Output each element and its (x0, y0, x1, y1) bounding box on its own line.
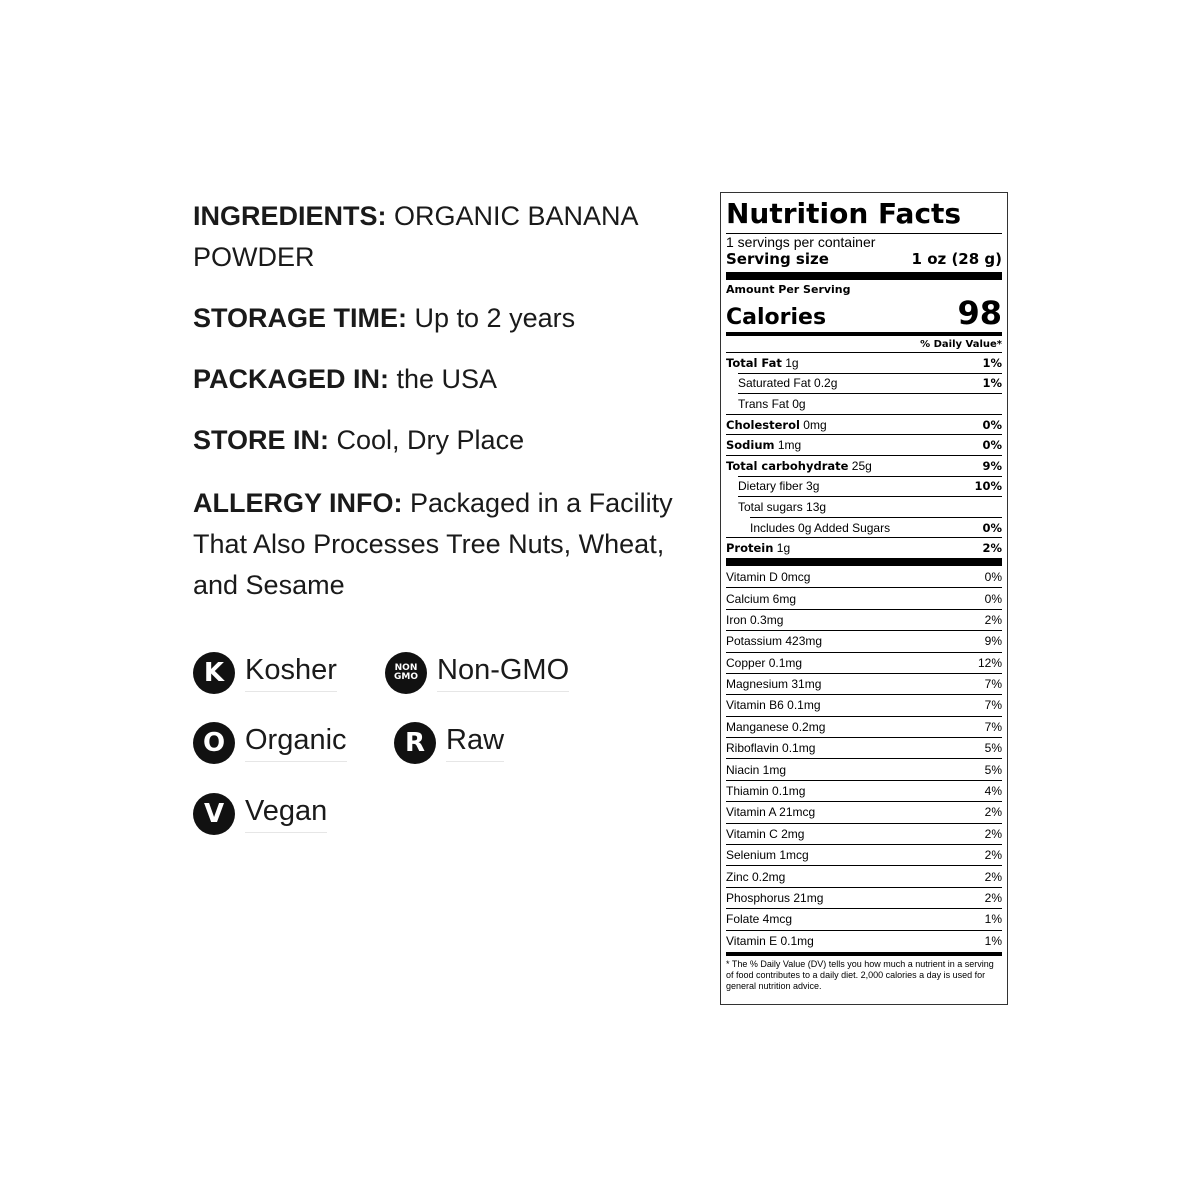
vitamin-percent: 12% (977, 655, 1002, 670)
store-in-value: Cool, Dry Place (329, 425, 525, 455)
nutrient-percent: 1% (982, 376, 1002, 391)
packaged-line (193, 359, 497, 400)
vitamin-row (726, 694, 1002, 715)
nutrient-row (738, 393, 1002, 414)
nutrient-name: Total sugars 13g (738, 499, 827, 514)
vitamin-name: Vitamin B6 0.1mg (726, 698, 821, 713)
vitamin-row (726, 758, 1002, 779)
vitamin-name: Magnesium 31mg (726, 677, 822, 692)
nutrient-name: Trans Fat 0g (738, 396, 806, 411)
vitamin-percent: 7% (984, 698, 1002, 713)
vitamin-name: Thiamin 0.1mg (726, 784, 806, 799)
vitamin-name: Iron 0.3mg (726, 612, 784, 627)
nutrient-name (726, 459, 872, 473)
nutrient-name (726, 541, 790, 555)
nutrient-row (738, 496, 1002, 517)
servings-per-container: 1 servings per container (726, 234, 876, 250)
vitamin-percent: 2% (984, 869, 1002, 884)
thick-divider (726, 558, 1002, 566)
vitamin-percent: 7% (984, 719, 1002, 734)
nutrient-amount: 0mg (799, 417, 827, 432)
serving-size (726, 250, 1002, 269)
vitamin-name: Vitamin A 21mcg (726, 805, 816, 820)
vitamin-name: Riboflavin 0.1mg (726, 741, 816, 756)
nutrient-amount: 25g (848, 458, 872, 473)
packaged-label: PACKAGED IN: (193, 364, 390, 394)
thick-divider (726, 272, 1002, 280)
vitamin-name: Calcium 6mg (726, 591, 797, 606)
vitamin-row (726, 587, 1002, 608)
vitamin-row (726, 930, 1002, 951)
badge-kosher (193, 652, 337, 694)
nutrient-row (726, 434, 1002, 455)
vitamin-row (726, 865, 1002, 886)
daily-value-header: % Daily Value* (920, 339, 1002, 350)
ingredients-line (193, 196, 693, 278)
nutrient-amount: 1mg (774, 438, 802, 453)
vitamin-name: Vitamin D 0mcg (726, 569, 811, 584)
nutrient-label: Total Fat (726, 355, 782, 370)
vitamin-name: Copper 0.1mg (726, 655, 803, 670)
nutrient-name: Saturated Fat 0.2g (738, 376, 838, 391)
vitamin-row (726, 609, 1002, 630)
vitamin-percent: 2% (984, 826, 1002, 841)
vitamin-percent: 5% (984, 762, 1002, 777)
badge-label: Organic (245, 724, 347, 762)
vitamin-row (726, 844, 1002, 865)
nutrient-row (738, 476, 1002, 497)
kosher-icon: K (193, 652, 235, 694)
nutrition-title: Nutrition Facts (726, 197, 962, 230)
vitamin-percent: 4% (984, 784, 1002, 799)
vitamin-percent: 2% (984, 890, 1002, 905)
allergy-line (193, 483, 713, 606)
nutrient-name (726, 356, 799, 370)
nutrient-percent: 0% (982, 417, 1002, 432)
vegan-icon: V (193, 793, 235, 835)
nutrient-percent: 0% (982, 520, 1002, 535)
vitamin-row (726, 780, 1002, 801)
nutrient-row (738, 373, 1002, 394)
storage-label: STORAGE TIME: (193, 303, 408, 333)
vitamin-row (726, 801, 1002, 822)
calories-value: 98 (957, 294, 1002, 332)
vitamin-name: Phosphorus 21mg (726, 890, 824, 905)
non-gmo-icon: NON GMO (385, 652, 427, 694)
vitamin-row (726, 566, 1002, 587)
nutrient-name (726, 418, 827, 432)
vitamin-name: Selenium 1mcg (726, 848, 809, 863)
amount-per-serving: Amount Per Serving (726, 283, 851, 296)
serving-size-value: 1 oz (28 g) (911, 250, 1002, 268)
nutrient-row (750, 517, 1002, 538)
nutrient-row (726, 414, 1002, 435)
vitamin-name: Folate 4mcg (726, 912, 793, 927)
calories-row (726, 296, 1002, 330)
vitamin-percent: 2% (984, 848, 1002, 863)
nutrient-percent: 1% (982, 355, 1002, 370)
ingredients-label: INGREDIENTS: (193, 201, 387, 231)
vitamin-percent: 5% (984, 741, 1002, 756)
macro-nutrients (726, 352, 1002, 558)
nutrient-percent: 9% (982, 458, 1002, 473)
vitamin-name: Vitamin E 0.1mg (726, 933, 814, 948)
vitamin-name: Manganese 0.2mg (726, 719, 826, 734)
vitamin-name: Niacin 1mg (726, 762, 787, 777)
vitamin-percent: 7% (984, 677, 1002, 692)
badge-label: Raw (446, 724, 504, 762)
allergy-value: Packaged in a Facility That Also Processes Tree Nuts, Wheat, and Sesame (193, 488, 673, 600)
vitamin-name: Potassium 423mg (726, 634, 823, 649)
store-in-label: STORE IN: (193, 425, 330, 455)
store-in-line (193, 420, 524, 461)
ingredients-value: ORGANIC BANANA POWDER (193, 201, 638, 272)
badge-label: Non-GMO (437, 654, 569, 692)
badge-label: Kosher (245, 654, 337, 692)
nutrient-label: Cholesterol (726, 417, 800, 432)
nutrient-label: Total carbohydrate (726, 458, 849, 473)
nutrient-amount: 1g (781, 355, 799, 370)
packaged-value: the USA (389, 364, 498, 394)
vitamin-percent: 1% (984, 933, 1002, 948)
vitamin-row (726, 652, 1002, 673)
nutrient-percent: 10% (974, 479, 1002, 494)
nutrient-label: Protein (726, 541, 774, 556)
vitamin-row (726, 673, 1002, 694)
vitamin-percent: 2% (984, 805, 1002, 820)
nutrient-row (726, 352, 1002, 373)
vitamin-percent: 0% (984, 591, 1002, 606)
nutrient-percent: 0% (982, 438, 1002, 453)
serving-size-label: Serving size (726, 250, 829, 268)
nutrient-name: Dietary fiber 3g (738, 479, 820, 494)
badge-organic (193, 722, 347, 764)
vitamin-row (726, 887, 1002, 908)
vitamin-name: Vitamin C 2mg (726, 826, 805, 841)
badge-label: Vegan (245, 795, 327, 833)
footnote: * The % Daily Value (DV) tells you how much a nutrient in a serving of food contributes to a daily diet. 2,000 calories a day is used for general nutrition advice. (726, 952, 1002, 992)
vitamin-name: Zinc 0.2mg (726, 869, 786, 884)
vitamin-row (726, 716, 1002, 737)
vitamin-row (726, 630, 1002, 651)
raw-icon: R (394, 722, 436, 764)
calories-label: Calories (726, 305, 827, 330)
vitamin-row (726, 908, 1002, 929)
nutrient-label: Sodium (726, 438, 775, 453)
vitamin-row (726, 823, 1002, 844)
nutrition-facts-panel (720, 192, 1008, 1005)
badge-vegan (193, 793, 327, 835)
vitamin-row (726, 737, 1002, 758)
nutrient-name: Includes 0g Added Sugars (750, 520, 891, 535)
vitamin-percent: 0% (984, 569, 1002, 584)
vitamin-percent: 2% (984, 612, 1002, 627)
nutrient-name (726, 438, 801, 452)
badge-raw (394, 722, 504, 764)
nutrient-row (726, 455, 1002, 476)
nutrient-percent: 2% (982, 541, 1002, 556)
storage-value: Up to 2 years (407, 303, 576, 333)
vitamin-percent: 9% (984, 634, 1002, 649)
nutrient-amount: 1g (773, 541, 791, 556)
allergy-label: ALLERGY INFO: (193, 488, 403, 518)
vitamin-percent: 1% (984, 912, 1002, 927)
badge-non-gmo (385, 652, 569, 694)
storage-line (193, 298, 575, 339)
nutrient-row (726, 537, 1002, 558)
vitamins-minerals (726, 566, 1002, 951)
organic-icon: O (193, 722, 235, 764)
